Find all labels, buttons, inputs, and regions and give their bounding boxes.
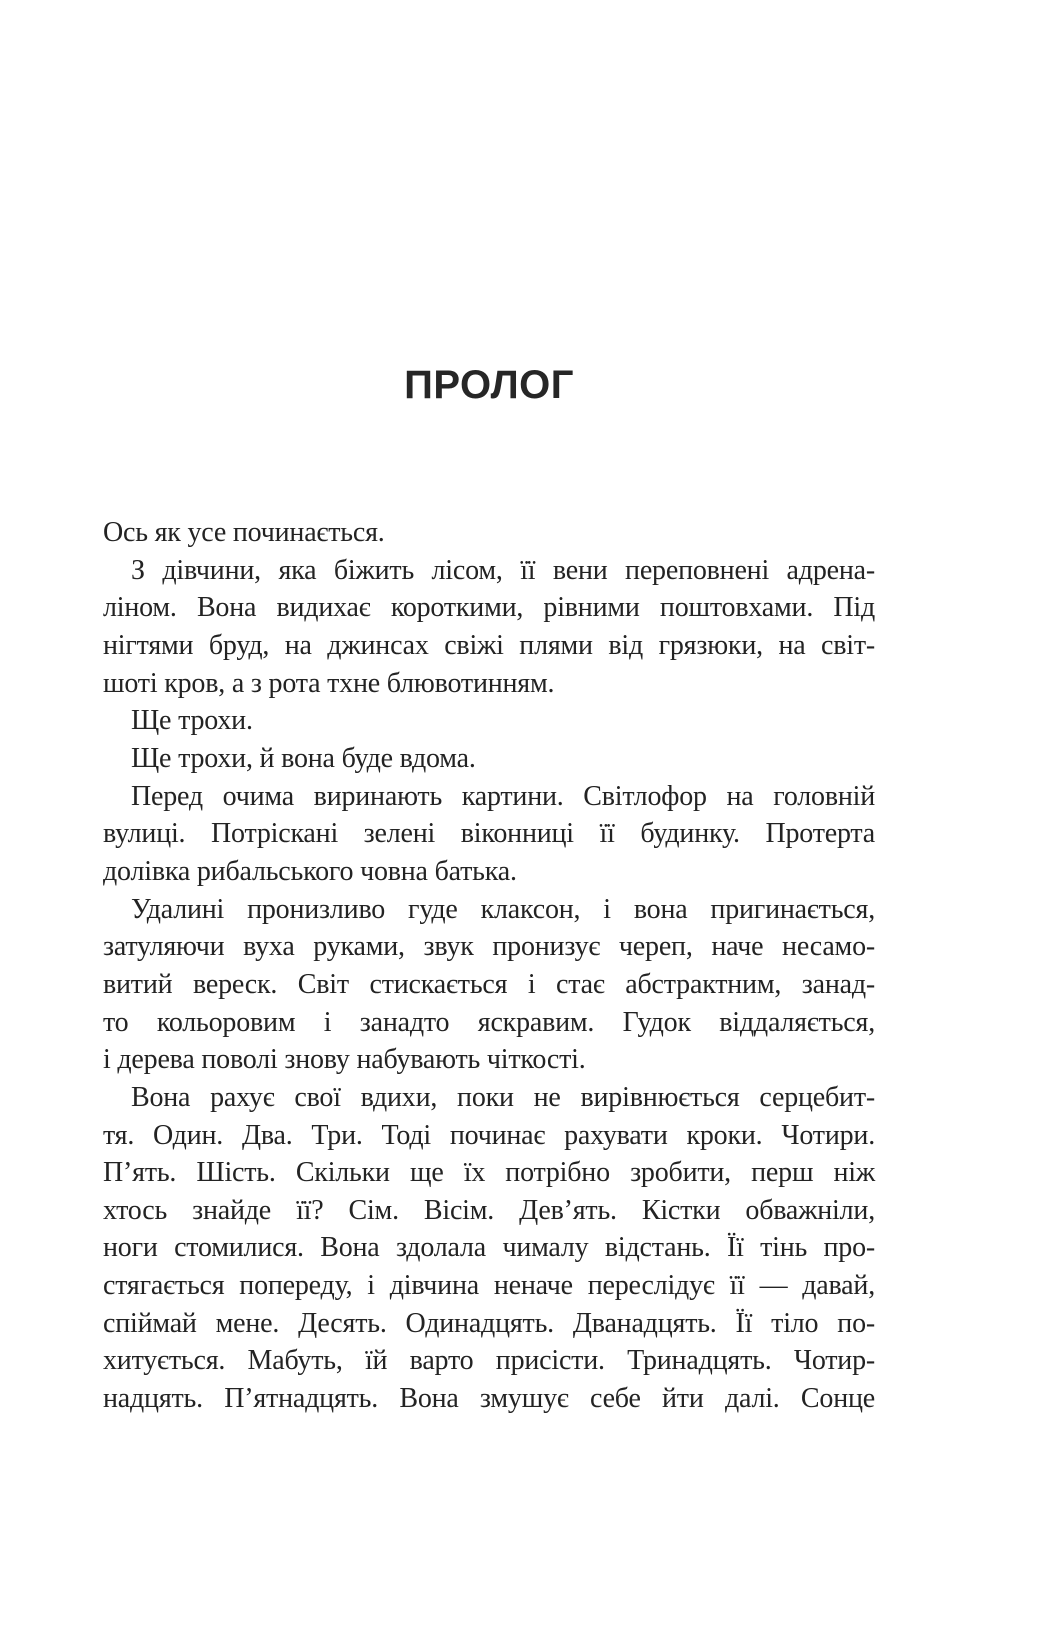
text-line: хитується. Мабуть, їй варто присісти. Тринадцять. Чотир- [103, 1345, 875, 1377]
body-text [103, 514, 875, 1418]
text-line: тя. Один. Два. Три. Тоді починає рахувати кроки. Чотири. [103, 1119, 875, 1151]
text-line: ноги стомилися. Вона здолала чималу відстань. Її тінь про- [103, 1232, 875, 1264]
text-line: З дівчини, яка біжить лісом, її вени переповнені адрена- [131, 554, 875, 586]
text-line: Вона рахує свої вдихи, поки не вирівнюється серцебит- [131, 1081, 875, 1113]
text-line: витий вереск. Світ стискається і стає абстрактним, занад- [103, 968, 875, 1000]
text-line: долівка рибальського човна батька. [103, 855, 517, 887]
text-line: вулиці. Потріскані зелені віконниці її будинку. Протерта [103, 818, 875, 850]
text-line: Ось як усе починається. [103, 517, 385, 548]
text-line: П’ять. Шість. Скільки ще їх потрібно зробити, перш ніж [103, 1157, 875, 1189]
chapter-title: ПРОЛОГ [404, 362, 574, 407]
text-line: то кольоровим і занадто яскравим. Гудок віддаляється, [103, 1006, 875, 1038]
text-line: ліном. Вона видихає короткими, рівними поштовхами. Під [103, 592, 875, 624]
text-line: нігтями бруд, на джинсах свіжі плями від грязюки, на світ- [103, 629, 875, 661]
text-line: і дерева поволі знову набувають чіткості. [103, 1044, 586, 1076]
text-line: надцять. П’ятнадцять. Вона змушує себе йти далі. Сонце [103, 1383, 875, 1415]
text-line: Перед очима виринають картини. Світлофор на головній [131, 780, 875, 812]
text-line: спіймай мене. Десять. Одинадцять. Дванадцять. Її тіло по- [103, 1307, 875, 1339]
text-line: хтось знайде її? Сім. Вісім. Дев’ять. Кістки обважніли, [103, 1194, 875, 1226]
text-line: стягається попереду, і дівчина неначе переслідує її — давай, [103, 1270, 875, 1302]
text-line: Ще трохи, й вона буде вдома. [131, 742, 476, 774]
text-line: затуляючи вуха руками, звук пронизує череп, наче несамо- [103, 931, 875, 963]
text-line: Удалині пронизливо гуде клаксон, і вона пригинається, [131, 893, 875, 925]
text-line: шоті кров, а з рота тхне блювотинням. [103, 667, 555, 699]
text-line: Ще трохи. [131, 705, 253, 737]
